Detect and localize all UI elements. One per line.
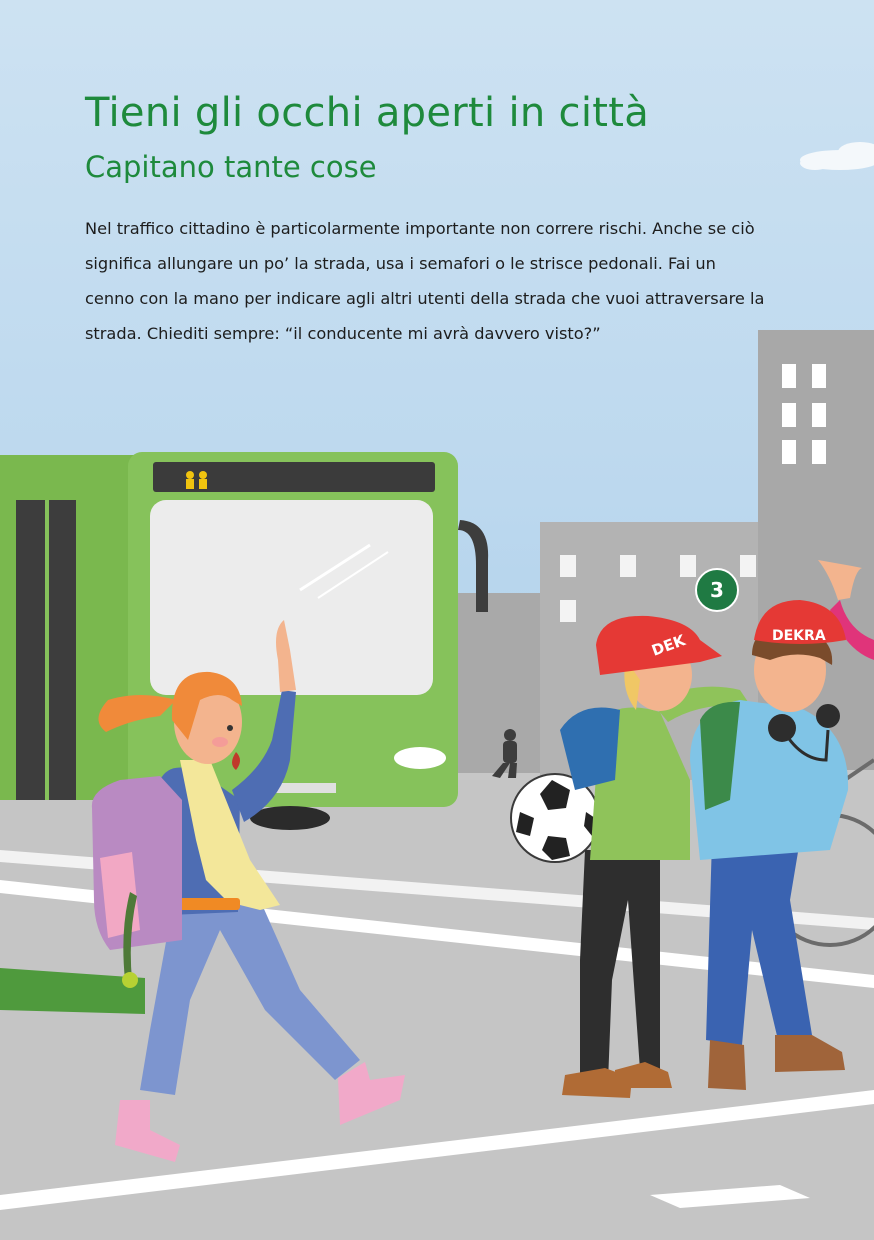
cap-logo-left: DEK: [649, 631, 688, 660]
cap-logo-right: DEKRA: [772, 628, 826, 644]
page-subtitle: Capitano tante cose: [85, 150, 377, 184]
building-back-left: [455, 593, 550, 773]
cloud: [800, 142, 874, 170]
step-number-badge: 3: [695, 568, 739, 612]
green-bus: [0, 452, 488, 830]
intro-paragraph: Nel traffico cittadino è particolarmente importante non correre rischi. Anche se ciò significa allungare un po’ la strada, usa i semafori o le strisce pedonali. Fai un cenno con la mano per indicare agli altri utenti della strada che vuoi attraversare la strada. Chiediti sempre: “il conducente mi avrà davvero visto?”: [85, 219, 765, 343]
page-title: Tieni gli occhi aperti in città: [85, 90, 650, 136]
